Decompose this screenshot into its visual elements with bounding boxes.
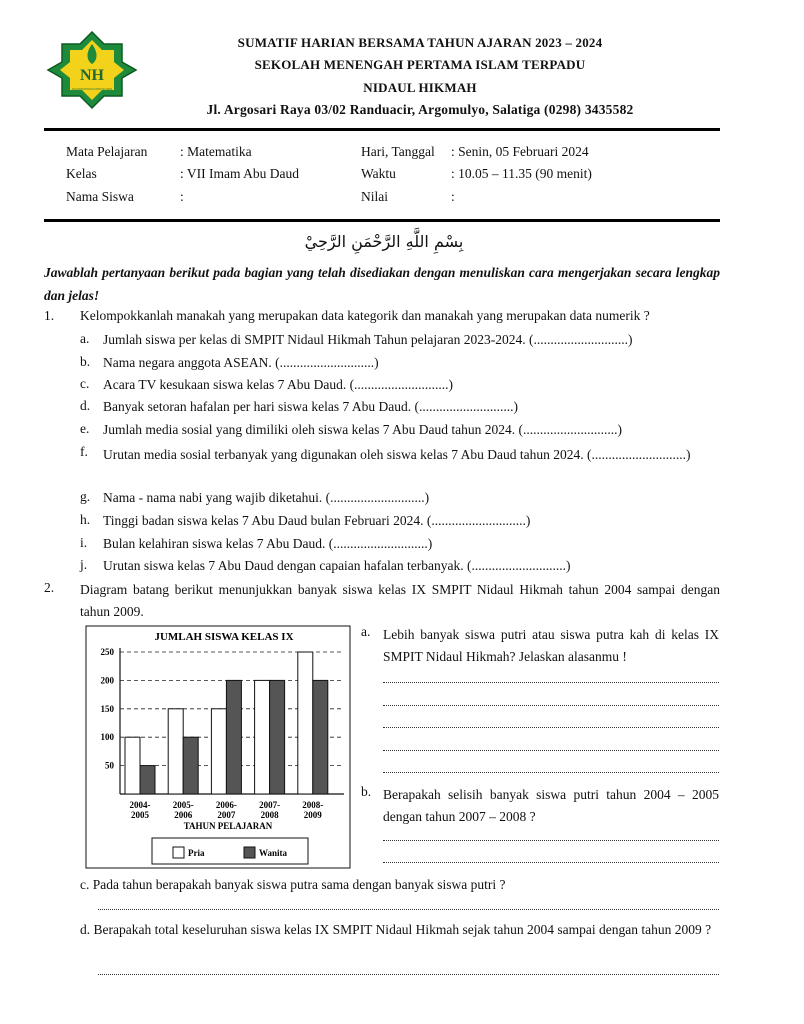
- time-label: Waktu: [361, 166, 396, 181]
- bar-wanita: [313, 680, 328, 794]
- answer-line[interactable]: [383, 862, 719, 863]
- bar-wanita: [270, 680, 285, 794]
- q2-number: 2.: [44, 580, 55, 595]
- bar-chart: [82, 624, 354, 872]
- class-label: Kelas: [66, 166, 97, 181]
- q1-item: Nama - nama nabi yang wajib diketahui. (............................): [103, 490, 430, 505]
- class-value: : VII Imam Abu Daud: [180, 166, 299, 181]
- q2a-text: Lebih banyak siswa putri atau siswa putra kah di kelas IX SMPIT Nidaul Hikmah? Jelaskan alasanmu !: [383, 627, 719, 664]
- answer-line[interactable]: [383, 772, 719, 773]
- q2a-letter: a.: [361, 624, 371, 639]
- bar-pria: [125, 737, 140, 794]
- answer-line[interactable]: [383, 750, 719, 751]
- q1-item: Acara TV kesukaan siswa kelas 7 Abu Daud. (............................): [103, 377, 454, 392]
- q1-item-letter: h.: [80, 512, 91, 527]
- x-tick-label: 2006-: [215, 800, 237, 810]
- header-school-name: NIDAUL HIKMAH: [363, 80, 477, 95]
- x-tick-label: 2008: [260, 810, 279, 820]
- x-tick-label: 2004-: [129, 800, 151, 810]
- q1-item-letter: e.: [80, 421, 90, 436]
- bar-pria: [298, 652, 313, 794]
- subject-value: : Matematika: [180, 144, 252, 159]
- q1-item: Tinggi badan siswa kelas 7 Abu Daud bulan Februari 2024. (............................): [103, 513, 531, 528]
- y-tick-label: 50: [105, 760, 114, 771]
- q1-item: Urutan siswa kelas 7 Abu Daud dengan capaian hafalan terbanyak. (............................): [103, 558, 571, 573]
- q1-item: Jumlah siswa per kelas di SMPIT Nidaul Hikmah Tahun pelajaran 2023-2024. (............................): [103, 332, 633, 347]
- bar-pria: [255, 680, 270, 794]
- score-label: Nilai: [361, 189, 388, 204]
- subject-label: Mata Pelajaran: [66, 144, 148, 159]
- score-value: :: [451, 189, 455, 204]
- answer-line[interactable]: [383, 682, 719, 683]
- date-value: : Senin, 05 Februari 2024: [451, 144, 589, 159]
- info-rule: [44, 219, 720, 222]
- header-title: SUMATIF HARIAN BERSAMA TAHUN AJARAN 2023 – 2024: [237, 35, 603, 50]
- legend-label-wanita: Wanita: [259, 848, 288, 858]
- legend-swatch-wanita: [244, 847, 255, 858]
- q1-item: Jumlah media sosial yang dimiliki oleh siswa kelas 7 Abu Daud tahun 2024. (............................): [103, 422, 622, 437]
- student-name-value: :: [180, 189, 184, 204]
- q1-item-letter: c.: [80, 376, 90, 391]
- q1-item-letter: j.: [80, 557, 88, 572]
- x-tick-label: 2006: [174, 810, 193, 820]
- header-address: Jl. Argosari Raya 03/02 Randuacir, Argomulyo, Salatiga (0298) 3435582: [206, 102, 634, 117]
- answer-line[interactable]: [98, 909, 719, 910]
- answer-line[interactable]: [383, 705, 719, 706]
- y-tick-label: 150: [100, 703, 114, 714]
- bar-wanita: [226, 680, 241, 794]
- q1-text: Kelompokkanlah manakah yang merupakan data kategorik dan manakah yang merupakan data numerik ?: [80, 308, 650, 323]
- answer-line[interactable]: [383, 840, 719, 841]
- logo-caption: SEKOLAH MENENGAH PERTAMA ISLAM TERPADU NIDAUL HIKMAH: [72, 87, 113, 91]
- logo-text: NH: [80, 67, 104, 84]
- date-label: Hari, Tanggal: [361, 144, 435, 159]
- x-tick-label: 2005-: [172, 800, 194, 810]
- x-tick-label: 2007-: [259, 800, 281, 810]
- legend-swatch-pria: [173, 847, 184, 858]
- q1-item-letter: d.: [80, 398, 91, 413]
- q1-item: Banyak setoran hafalan per hari siswa kelas 7 Abu Daud. (............................): [103, 399, 519, 414]
- x-tick-label: 2009: [303, 810, 322, 820]
- header-school-type: SEKOLAH MENENGAH PERTAMA ISLAM TERPADU: [254, 57, 586, 72]
- x-tick-label: 2007: [217, 810, 236, 820]
- bar-wanita: [140, 766, 155, 794]
- x-tick-label: 2008-: [302, 800, 324, 810]
- student-name-label: Nama Siswa: [66, 189, 134, 204]
- q1-number: 1.: [44, 308, 55, 323]
- x-tick-label: 2005: [131, 810, 149, 820]
- q2-text: Diagram batang berikut menunjukkan banyak siswa kelas IX SMPIT Nidaul Hikmah tahun 2004 sampai dengan tahun 2009.: [80, 582, 720, 619]
- chart-legend: [152, 838, 308, 864]
- chart-title: JUMLAH SISWA KELAS IX: [154, 631, 294, 643]
- q1-item-letter: g.: [80, 489, 91, 504]
- answer-line[interactable]: [98, 974, 719, 975]
- q1-item: Bulan kelahiran siswa kelas 7 Abu Daud. (............................): [103, 536, 433, 551]
- header-rule: [44, 128, 720, 131]
- x-axis-label: TAHUN PELAJARAN: [183, 821, 273, 831]
- bar-wanita: [183, 737, 198, 794]
- time-value: : 10.05 – 11.35 (90 menit): [451, 166, 592, 181]
- bar-pria: [211, 709, 226, 794]
- y-tick-label: 250: [100, 647, 114, 657]
- y-tick-label: 100: [100, 732, 114, 743]
- q1-item: Urutan media sosial terbanyak yang digunakan oleh siswa kelas 7 Abu Daud tahun 2024. (............................): [103, 447, 691, 462]
- q1-item: Nama negara anggota ASEAN. (............................): [103, 355, 379, 370]
- basmalah: بِسْمِ اللَّهِ الرَّحْمَنِ الرَّحِيْ: [304, 232, 464, 251]
- q2b-text: Berapakah selisih banyak siswa putri tahun 2004 – 2005 dengan tahun 2007 – 2008 ?: [383, 787, 719, 824]
- q2b-letter: b.: [361, 784, 372, 799]
- q1-item-letter: b.: [80, 354, 91, 369]
- y-tick-label: 200: [100, 675, 114, 686]
- instruction: Jawablah pertanyaan berikut pada bagian yang telah disediakan dengan menuliskan cara mengerjakan secara lengkap dan jelas!: [44, 265, 720, 303]
- q1-item-letter: a.: [80, 331, 90, 346]
- q1-item-letter: f.: [80, 444, 88, 459]
- legend-label-pria: Pria: [188, 848, 205, 858]
- answer-line[interactable]: [383, 727, 719, 728]
- q2d-text: d. Berapakah total keseluruhan siswa kelas IX SMPIT Nidaul Hikmah sejak tahun 2004 sampai dengan tahun 2009 ?: [80, 922, 712, 937]
- q2c-text: c. Pada tahun berapakah banyak siswa putra sama dengan banyak siswa putri ?: [80, 877, 506, 892]
- q1-item-letter: i.: [80, 535, 88, 550]
- bar-pria: [168, 709, 183, 794]
